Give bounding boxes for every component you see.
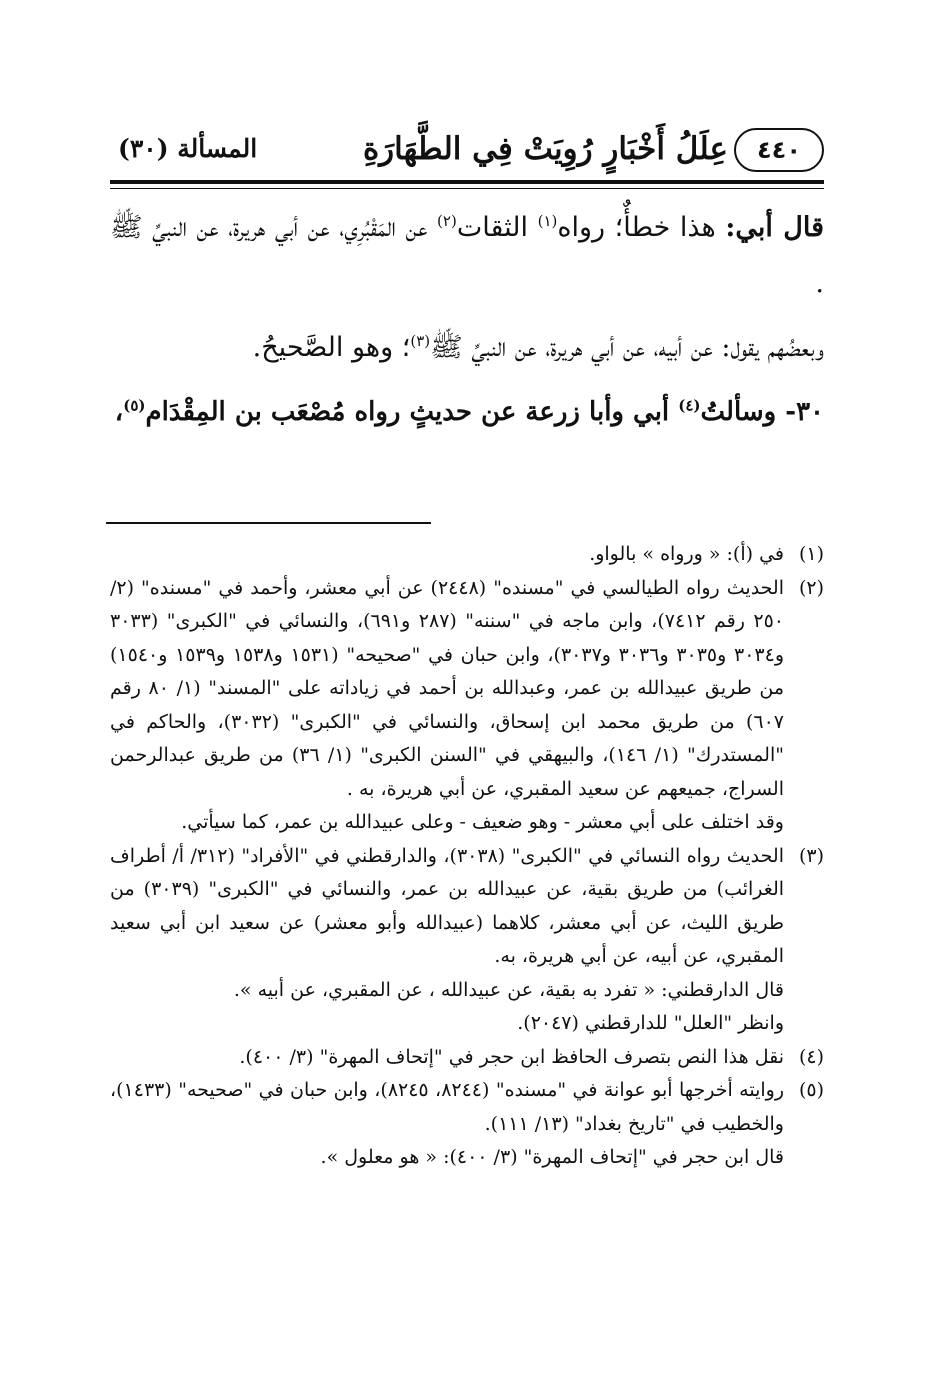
- footnote-number: (١): [798, 543, 824, 565]
- running-header: [110, 128, 824, 174]
- footnote-number: (٥): [798, 1079, 824, 1101]
- text-run: ٣٠- وسألتُ: [700, 397, 824, 427]
- footnote-line: نقل هذا النص بتصرف الحافظ ابن حجر في "إتحاف المهرة" (٣/ ٤٠٠).: [239, 1045, 784, 1068]
- footnote-1: [110, 538, 824, 572]
- footnote-line: الحديث رواه النسائي في "الكبرى" (٣٠٣٨)، والدارقطني في "الأفراد" (٣١٢/ أ/ أطراف الغرائب) من طريق بقية، عن عبيدالله بن عمر، والنسائي في "الكبرى" (٣٠٣٩) من طريق الليث، عن أبي معشر، كلاهما (عبيدالله وأبو معشر) عن سعيد ابن أبي سعيد المقبري، عن أبيه، عن أبي هريرة، به.: [110, 844, 785, 967]
- book-title: عِلَلُ أَخْبَارٍ رُوِيَتْ فِي الطَّهَارَةِ: [362, 131, 728, 167]
- header-rule-thin: [110, 188, 824, 189]
- footnote-ref-2[interactable]: (٢): [437, 212, 457, 230]
- footnote-ref-1[interactable]: (١): [537, 212, 558, 230]
- text-run: ،: [114, 397, 124, 427]
- footnote-line: الحديث رواه الطيالسي في "مسنده" (٢٤٤٨) عن أبي معشر، وأحمد في "مسنده" (٢/ ٢٥٠ رقم ٧٤١٢)، وابن ماجه في "سننه" (٢٨٧ و٦٩١)، والنسائي في "الكبرى" (٣٠٣٣ و٣٠٣٤ و٣٠٣٥ و٣٠٣٦ و٣٠٣٧)، وابن حبان في "صحيحه" (١٥٣١ و١٥٣٨ و١٥٣٩ و١٥٤٠) من طريق عبيدالله بن عمر، وعبدالله بن أحمد في زياداته على "المسند" (١/ ٨٠ رقم ٦٠٧) من طريق محمد ابن إسحاق، والنسائي في "الكبرى" (٣٠٣٢)، والحاكم في "المستدرك" (١/ ١٤٦)، والبيهقي في "السنن الكبرى" (١/ ٣٦) من طريق عبدالرحمن السراج، جميعهم عن سعيد المقبري، عن أبي هريرة، به .: [110, 576, 785, 800]
- footnote-number: (٤): [798, 1045, 824, 1068]
- text-run: وبعضُهم يقول: عن أبيه، عن أبي هريرة، عن النبيِّ ﷺ: [430, 332, 824, 363]
- footnote-ref-3[interactable]: (٣): [410, 332, 431, 350]
- footnote-ref-5[interactable]: (٥): [123, 396, 146, 415]
- footnote-4: [110, 1041, 824, 1075]
- footnote-line: قال ابن حجر في "إتحاف المهرة" (٣/ ٤٠٠): « هو معلول ».: [320, 1146, 784, 1168]
- text-run: الثقات: [456, 212, 538, 243]
- footnote-5: [110, 1074, 824, 1175]
- question-30: [110, 384, 824, 440]
- text-run: ؛ وهو الصَّحيحُ.: [252, 332, 411, 363]
- text-run: هذا خطأٌ؛ رواه: [557, 212, 726, 243]
- footnote-line: وقد اختلف على أبي معشر - وهو ضعيف - وعلى عبيدالله بن عمر، كما سيأتي.: [181, 811, 784, 833]
- header-rule-thick: [110, 180, 824, 184]
- main-text: [110, 200, 824, 440]
- footnote-line: روايته أخرجها أبو عوانة في "مسنده" (٨٢٤٤، ٨٢٤٥)، وابن حبان في "صحيحه" (١٤٣٣)، والخطيب في "تاريخ بغداد" (١٣/ ١١١).: [110, 1079, 785, 1135]
- footnote-line: وانظر "العلل" للدارقطني (٢٠٤٧).: [517, 1012, 784, 1034]
- text-run: أبي وأبا زرعة عن حديثٍ رواه مُصْعَب بن المِقْدَام: [145, 397, 679, 427]
- footnote-line: قال الدارقطني: « تفرد به بقية، عن عبيدالله ، عن المقبري، عن أبيه ».: [233, 978, 784, 1001]
- speaker-lead: قال أبي:: [725, 212, 824, 243]
- page-number: ٤٤٠: [734, 128, 824, 172]
- footnote-number: (٢): [798, 576, 824, 599]
- footnotes: [110, 538, 824, 1175]
- text-run: عن المَقْبُرِي، عن أبي هريرة، عن النبيِّ ﷺ .: [110, 212, 824, 299]
- footnote-ref-4[interactable]: (٤): [678, 396, 701, 415]
- footnote-separator: [106, 522, 431, 524]
- paragraph-1: [110, 200, 824, 312]
- issue-label: المسألة (٣٠): [118, 134, 258, 163]
- footnote-3: [110, 840, 824, 1041]
- footnote-number: (٣): [798, 844, 824, 867]
- footnote-2: [110, 572, 824, 840]
- paragraph-2: [110, 320, 824, 376]
- footnote-line: في (أ): « ورواه » بالواو.: [589, 543, 784, 565]
